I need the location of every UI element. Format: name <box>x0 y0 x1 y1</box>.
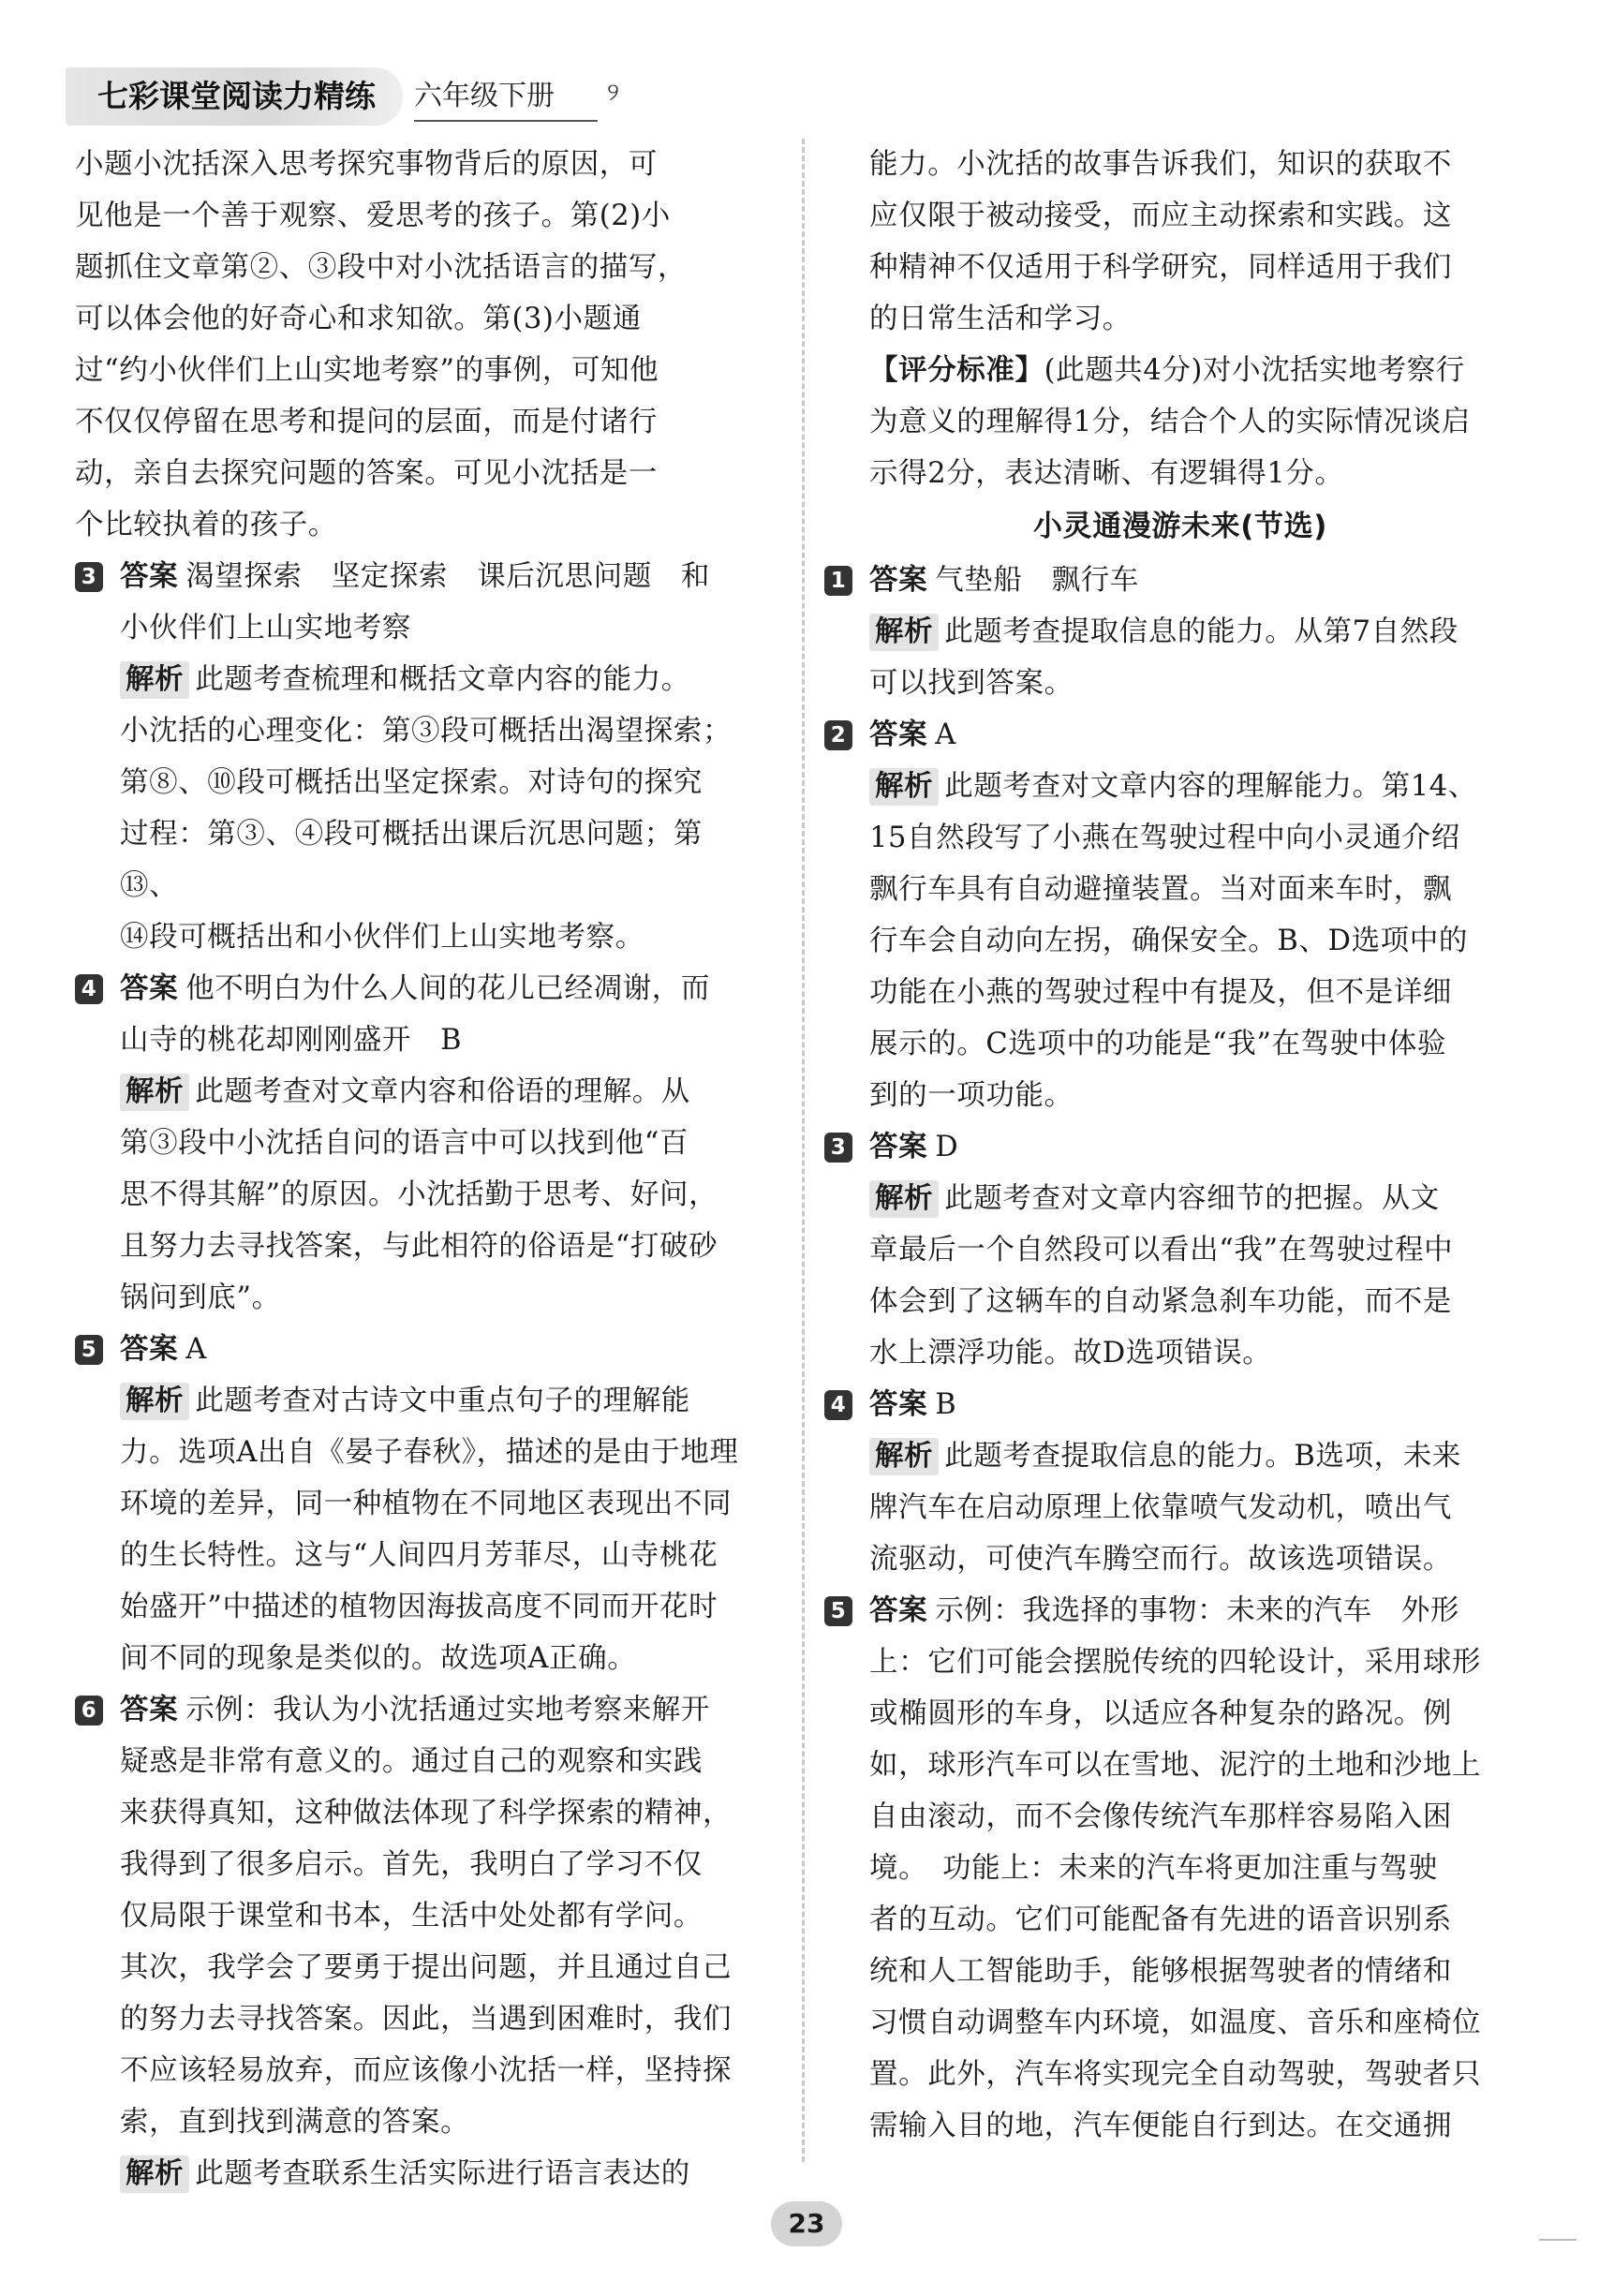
answer-text: 上：它们可能会摆脱传统的四轮设计，采用球形 <box>869 1646 1482 1679</box>
answer-label: 答案 <box>869 1594 928 1627</box>
analysis-tag: 解析 <box>869 1438 939 1475</box>
analysis-text: 流驱动，可使汽车腾空而行。故该选项错误。 <box>869 1543 1452 1576</box>
question-number-badge: 5 <box>75 1335 103 1365</box>
answer-text: 示例：我认为小沈括通过实地考察来解开 <box>185 1694 711 1726</box>
right-column <box>824 139 1536 2152</box>
question-number-badge: 3 <box>75 562 103 592</box>
answer-text: 小伙伴们上山实地考察 <box>120 612 411 644</box>
analysis-text: 可以找到答案。 <box>869 667 1074 700</box>
analysis-tag: 解析 <box>869 1180 939 1218</box>
answer-text: A <box>185 1333 207 1366</box>
question-number-badge: 4 <box>824 1390 852 1420</box>
text-line: 题抓住文章第②、③段中对小沈括语言的描写， <box>75 251 688 284</box>
answer-text: 气垫船 飘行车 <box>935 564 1139 597</box>
scoring-standard-tag: 【评分标准】 <box>869 354 1044 387</box>
question-number-badge: 6 <box>75 1696 103 1726</box>
answer-text: 不应该轻易放弃，而应该像小沈括一样，坚持探 <box>120 2054 733 2087</box>
analysis-text: 过程：第③、④段可概括出课后沉思问题；第⑬、 <box>120 818 703 902</box>
analysis-block-1 <box>824 606 1536 709</box>
text-line: 为意义的理解得1分，结合个人的实际情况谈启 <box>869 406 1472 438</box>
analysis-text: 小沈括的心理变化：第③段可概括出渴望探索； <box>120 715 733 748</box>
grade-label: 六年级下册 <box>414 73 598 122</box>
answer-text: 仅局限于课堂和书本，生活中处处都有学问。 <box>120 1900 703 1933</box>
corner-decoration <box>1539 2239 1577 2241</box>
answer-text: 来获得真知，这种做法体现了科学探索的精神， <box>120 1797 733 1829</box>
analysis-tag: 解析 <box>120 661 189 699</box>
answer-text: 统和人工智能助手，能够根据驾驶者的情绪和 <box>869 1955 1452 1988</box>
text-line: (此题共4分)对小沈括实地考察行 <box>1044 354 1465 387</box>
swirl-ornament-icon: ୨ <box>607 79 619 107</box>
text-line: 不仅仅停留在思考和提问的层面，而是付诸行 <box>75 406 658 438</box>
text-line: 能力。小沈括的故事告诉我们，知识的获取不 <box>869 148 1452 181</box>
intro-text <box>75 139 740 551</box>
answer-block-1 <box>824 555 1536 606</box>
answer-block-4-right <box>824 1379 1536 1430</box>
answer-block-4 <box>75 963 740 1066</box>
analysis-text: 展示的。C选项中的功能是“我”在驾驶中体验 <box>869 1028 1447 1060</box>
answer-text: 疑惑是非常有意义的。通过自己的观察和实践 <box>120 1745 703 1778</box>
left-column <box>75 139 740 2200</box>
text-line: 个比较执着的孩子。 <box>75 509 337 541</box>
answer-label: 答案 <box>120 1333 179 1366</box>
analysis-text: 到的一项功能。 <box>869 1079 1074 1112</box>
answer-text: D <box>935 1131 959 1163</box>
analysis-text: 此题考查对文章内容和俗语的理解。从 <box>195 1075 690 1108</box>
answer-label: 答案 <box>120 1694 179 1726</box>
answer-text: 我得到了很多启示。首先，我明白了学习不仅 <box>120 1848 703 1881</box>
analysis-block-4-right <box>824 1430 1536 1585</box>
analysis-text: 水上漂浮功能。故D选项错误。 <box>869 1337 1272 1370</box>
text-line: 动，亲自去探究问题的答案。可见小沈括是一 <box>75 457 658 490</box>
column-divider <box>802 139 805 2162</box>
analysis-text: 锅问到底”。 <box>120 1281 281 1314</box>
answer-label: 答案 <box>869 718 928 751</box>
analysis-text: 功能在小燕的驾驶过程中有提及，但不是详细 <box>869 976 1452 1009</box>
analysis-text: 此题考查梳理和概括文章内容的能力。 <box>195 663 690 696</box>
answer-text: 示例：我选择的事物：未来的汽车 外形 <box>935 1594 1460 1627</box>
analysis-text: 且努力去寻找答案，与此相符的俗语是“打破砂 <box>120 1230 718 1263</box>
analysis-tag: 解析 <box>120 1383 189 1420</box>
answer-text: 如，球形汽车可以在雪地、泥泞的土地和沙地上 <box>869 1749 1482 1782</box>
analysis-tag: 解析 <box>869 614 939 651</box>
analysis-text: 始盛开”中描述的植物因海拔高度不同而开花时 <box>120 1591 718 1623</box>
text-line: 的日常生活和学习。 <box>869 303 1132 335</box>
answer-text: 境。 功能上：未来的汽车将更加注重与驾驶 <box>869 1852 1438 1885</box>
analysis-block-3 <box>75 654 740 963</box>
answer-text: 置。此外，汽车将实现完全自动驾驶，驾驶者只 <box>869 2058 1482 2091</box>
analysis-text: 章最后一个自然段可以看出“我”在驾驶过程中 <box>869 1234 1454 1267</box>
answer-label: 答案 <box>869 1131 928 1163</box>
answer-text: 索，直到找到满意的答案。 <box>120 2106 470 2139</box>
analysis-text: 体会到了这辆车的自动紧急刹车功能，而不是 <box>869 1285 1452 1318</box>
page-header <box>66 67 646 126</box>
question-number-badge: 2 <box>824 720 852 750</box>
answer-text: 者的互动。它们可能配备有先进的语音识别系 <box>869 1903 1452 1936</box>
answer-block-3 <box>75 551 740 654</box>
answer-text: 渴望探索 坚定探索 课后沉思问题 和 <box>185 560 711 593</box>
answer-label: 答案 <box>120 560 179 593</box>
analysis-block-5 <box>75 1375 740 1684</box>
answer-text: 自由滚动，而不会像传统汽车那样容易陷入困 <box>869 1800 1452 1833</box>
analysis-text: 力。选项A出自《晏子春秋》，描述的是由于地理 <box>120 1436 739 1469</box>
analysis-tag: 解析 <box>120 2155 189 2193</box>
analysis-text: 第⑧、⑩段可概括出坚定探索。对诗句的探究 <box>120 766 703 799</box>
analysis-text: 的生长特性。这与“人间四月芳菲尽，山寺桃花 <box>120 1539 718 1572</box>
analysis-block-2 <box>824 761 1536 1121</box>
text-line: 种精神不仅适用于科学研究，同样适用于我们 <box>869 251 1452 284</box>
analysis-text: 此题考查对文章内容的理解能力。第14、 <box>944 770 1477 803</box>
analysis-text: ⑭段可概括出和小伙伴们上山实地考察。 <box>120 921 644 954</box>
section-title: 小灵通漫游未来(节选) <box>1033 510 1327 543</box>
analysis-text: 此题考查对古诗文中重点句子的理解能 <box>195 1385 690 1417</box>
question-number-badge: 1 <box>824 566 852 596</box>
analysis-block-4 <box>75 1066 740 1324</box>
answer-label: 答案 <box>869 1388 928 1421</box>
text-line: 应仅限于被动接受，而应主动探索和实践。这 <box>869 200 1452 232</box>
analysis-text: 环境的差异，同一种植物在不同地区表现出不同 <box>120 1488 733 1520</box>
page-number: 23 <box>771 2201 842 2246</box>
answer-text: 或椭圆形的车身，以适应各种复杂的路况。例 <box>869 1697 1452 1730</box>
analysis-text: 间不同的现象是类似的。故选项A正确。 <box>120 1642 637 1675</box>
text-line: 小题小沈括深入思考探究事物背后的原因，可 <box>75 148 658 181</box>
text-line: 可以体会他的好奇心和求知欲。第(3)小题通 <box>75 303 642 335</box>
question-number-badge: 4 <box>75 974 103 1004</box>
analysis-text: 第③段中小沈括自问的语言中可以找到他“百 <box>120 1127 689 1160</box>
question-number-badge: 5 <box>824 1596 852 1626</box>
answer-text: 山寺的桃花却刚刚盛开 B <box>120 1024 463 1057</box>
continued-text <box>824 139 1536 345</box>
answer-block-2 <box>824 709 1536 761</box>
answer-text: 的努力去寻找答案。因此，当遇到困难时，我们 <box>120 2003 733 2036</box>
answer-label: 答案 <box>869 564 928 597</box>
answer-text: 需输入目的地，汽车便能自行到达。在交通拥 <box>869 2110 1452 2142</box>
analysis-tag: 解析 <box>120 1074 189 1111</box>
text-line: 见他是一个善于观察、爱思考的孩子。第(2)小 <box>75 200 671 232</box>
scoring-standard <box>824 345 1536 499</box>
analysis-text: 此题考查联系生活实际进行语言表达的 <box>195 2157 690 2190</box>
analysis-block-3-right <box>824 1173 1536 1379</box>
answer-block-6 <box>75 1684 740 2148</box>
text-line: 示得2分，表达清晰、有逻辑得1分。 <box>869 457 1344 490</box>
answer-block-3-right <box>824 1121 1536 1173</box>
answer-text: 他不明白为什么人间的花儿已经凋谢，而 <box>185 972 711 1005</box>
answer-block-5 <box>75 1324 740 1375</box>
answer-block-5-right <box>824 1585 1536 2152</box>
answer-label: 答案 <box>120 972 179 1005</box>
analysis-text: 行车会自动向左拐，确保安全。B、D选项中的 <box>869 925 1468 957</box>
analysis-block-6 <box>75 2148 740 2200</box>
answer-text: 习惯自动调整车内环境，如温度、音乐和座椅位 <box>869 2007 1482 2039</box>
analysis-text: 牌汽车在启动原理上依靠喷气发动机，喷出气 <box>869 1491 1452 1524</box>
answer-text: A <box>935 718 956 751</box>
analysis-text: 15自然段写了小燕在驾驶过程中向小灵通介绍 <box>869 822 1460 854</box>
analysis-text: 思不得其解”的原因。小沈括勤于思考、好问， <box>120 1178 718 1211</box>
analysis-text: 此题考查提取信息的能力。从第7自然段 <box>944 615 1459 648</box>
book-title: 七彩课堂阅读力精练 <box>66 67 403 126</box>
text-line: 过“约小伙伴们上山实地考察”的事例，可知他 <box>75 354 659 387</box>
analysis-tag: 解析 <box>869 768 939 806</box>
analysis-text: 飘行车具有自动避撞装置。当对面来车时，飘 <box>869 873 1452 906</box>
analysis-text: 此题考查对文章内容细节的把握。从文 <box>944 1182 1440 1215</box>
answer-text: B <box>935 1388 957 1421</box>
answer-text: 其次，我学会了要勇于提出问题，并且通过自己 <box>120 1951 733 1984</box>
analysis-text: 此题考查提取信息的能力。B选项，未来 <box>944 1440 1461 1473</box>
question-number-badge: 3 <box>824 1133 852 1163</box>
